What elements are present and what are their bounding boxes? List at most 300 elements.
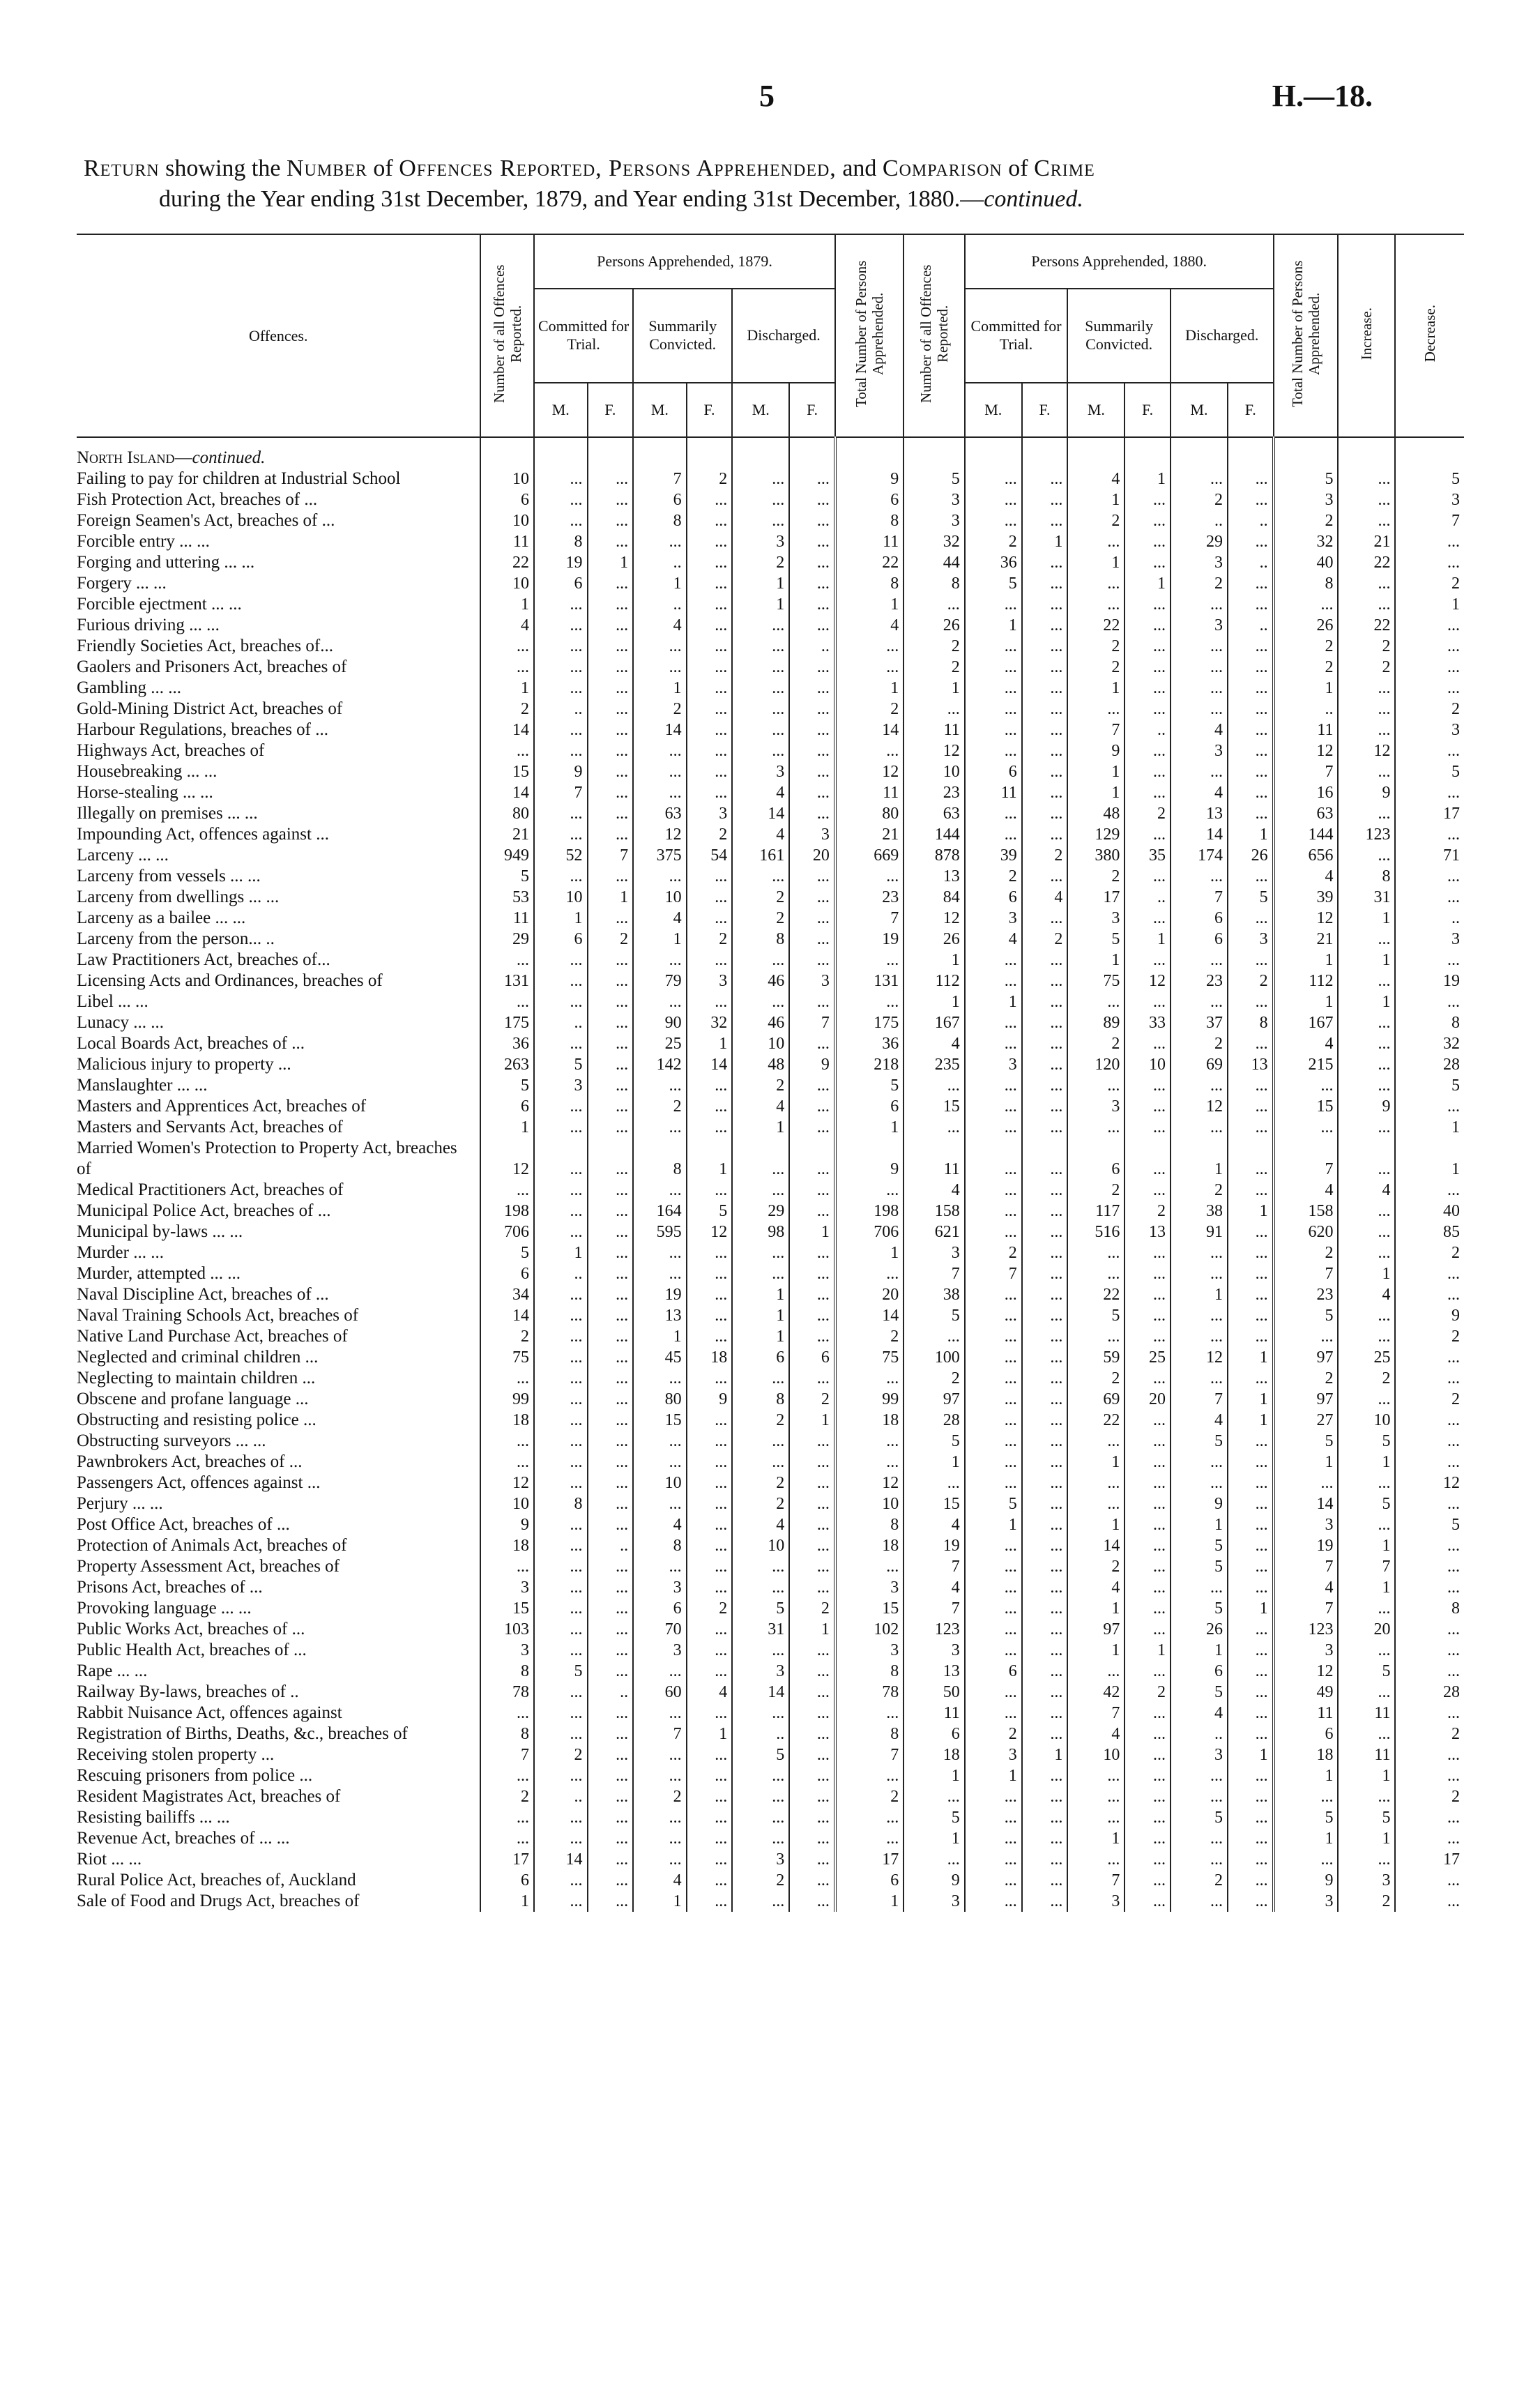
table-cell: 144 (1274, 824, 1339, 845)
offence-name: Larceny from dwellings ... ... (77, 888, 280, 906)
table-cell: ... (1395, 866, 1464, 887)
table-cell: 102 (835, 1619, 904, 1640)
table-cell: ... (1022, 1828, 1068, 1849)
table-cell: 8 (835, 510, 904, 531)
table-cell: ... (1228, 1619, 1274, 1640)
table-cell: 6 (480, 1096, 534, 1117)
table-cell: 1 (1067, 1598, 1124, 1619)
table-cell: .. (1228, 510, 1274, 531)
table-cell: 6 (1067, 1138, 1124, 1180)
table-cell: ... (732, 678, 789, 699)
table-cell: 6 (835, 1096, 904, 1117)
table-cell: 2 (534, 1744, 588, 1765)
table-cell: ... (732, 1765, 789, 1786)
table-cell: 78 (835, 1682, 904, 1703)
table-cell: ... (588, 1201, 634, 1222)
offence-name: Gold-Mining District Act, breaches of (77, 699, 343, 718)
table-cell: ... (789, 1682, 835, 1703)
table-cell: 1 (1124, 1640, 1171, 1661)
table-row (77, 845, 1464, 866)
table-cell: 26 (1274, 615, 1339, 636)
table-cell: 1 (633, 573, 687, 594)
table-row (77, 1577, 1464, 1598)
table-cell: 2 (1395, 1724, 1464, 1744)
table-row (77, 489, 1464, 510)
table-cell: ... (1228, 1117, 1274, 1138)
table-cell: 6 (1171, 908, 1228, 929)
table-cell: 14 (732, 1682, 789, 1703)
table-cell: ... (1022, 1493, 1068, 1514)
table-cell: 9 (1171, 1493, 1228, 1514)
table-cell: ... (789, 1724, 835, 1744)
table-cell: ... (1022, 1347, 1068, 1368)
table-cell: 1 (1338, 1535, 1395, 1556)
table-cell: 1 (1228, 1410, 1274, 1431)
table-cell: 5 (1395, 1075, 1464, 1096)
table-cell: 19 (534, 552, 588, 573)
table-row (77, 1117, 1464, 1138)
table-cell: ... (835, 1828, 904, 1849)
table-cell: ... (1124, 782, 1171, 803)
table-cell: ... (1022, 699, 1068, 720)
table-cell: ... (480, 950, 534, 971)
table-cell: ... (1228, 1431, 1274, 1452)
table-cell: 22 (1338, 552, 1395, 573)
table-cell: 5 (1338, 1431, 1395, 1452)
table-row (77, 720, 1464, 740)
table-cell: ... (1228, 866, 1274, 887)
table-cell: ... (1022, 1849, 1068, 1870)
offence-name: Passengers Act, offences against ... (77, 1473, 321, 1492)
table-cell: ... (588, 1765, 634, 1786)
offence-name: Provoking language ... ... (77, 1599, 252, 1618)
table-cell: ... (1228, 1368, 1274, 1389)
offence-name: Married Women's Protection to Property Act, breaches of (77, 1139, 457, 1178)
table-cell: ... (732, 720, 789, 740)
table-cell: 1 (904, 1765, 964, 1786)
table-cell: 1 (965, 991, 1022, 1012)
table-cell: ... (588, 469, 634, 489)
table-cell: 3 (1228, 929, 1274, 950)
table-cell: ... (1338, 1326, 1395, 1347)
table-cell: ... (687, 1640, 733, 1661)
table-cell: 1 (1228, 1347, 1274, 1368)
table-cell: ... (1171, 1305, 1228, 1326)
table-cell: ... (1022, 1765, 1068, 1786)
table-row (77, 699, 1464, 720)
table-cell: ... (732, 1180, 789, 1201)
table-cell: ... (965, 510, 1022, 531)
table-cell: ... (1022, 1242, 1068, 1263)
table-cell: ... (687, 740, 733, 761)
table-cell: ... (534, 1305, 588, 1326)
table-row (77, 1556, 1464, 1577)
table-row (77, 1242, 1464, 1263)
col-header-f: F. (1228, 383, 1274, 437)
table-cell: 2 (1171, 1180, 1228, 1201)
table-cell: .. (588, 1535, 634, 1556)
table-cell: 42 (1067, 1682, 1124, 1703)
table-cell: 4 (633, 908, 687, 929)
table-cell: 11 (1274, 720, 1339, 740)
table-cell: ... (1124, 1577, 1171, 1598)
table-cell: 5 (1274, 469, 1339, 489)
table-cell: 21 (480, 824, 534, 845)
table-cell: 14 (1274, 1493, 1339, 1514)
table-cell: 2 (1274, 1242, 1339, 1263)
table-cell: ... (633, 950, 687, 971)
table-cell: ... (1022, 1012, 1068, 1033)
table-cell: ... (1124, 1117, 1171, 1138)
table-cell: ... (1395, 1284, 1464, 1305)
table-cell: 3 (835, 1577, 904, 1598)
table-cell: 11 (835, 782, 904, 803)
table-cell: 3 (1274, 489, 1339, 510)
table-cell: 12 (1395, 1473, 1464, 1493)
table-cell: ... (1022, 678, 1068, 699)
table-cell: 4 (1338, 1284, 1395, 1305)
table-cell: 18 (1274, 1744, 1339, 1765)
table-cell: ... (588, 489, 634, 510)
table-cell: ... (1124, 1180, 1171, 1201)
table-cell: ... (633, 657, 687, 678)
table-cell: ... (1395, 1263, 1464, 1284)
table-cell: ... (904, 1473, 964, 1493)
table-cell: 3 (633, 1640, 687, 1661)
title-part4: of (1008, 155, 1028, 181)
table-row (77, 782, 1464, 803)
table-cell: ... (835, 657, 904, 678)
table-cell: ... (1274, 1849, 1339, 1870)
table-cell: 5 (1274, 1305, 1339, 1326)
table-cell: ... (633, 866, 687, 887)
table-cell: ... (687, 1577, 733, 1598)
table-cell: 1 (904, 1452, 964, 1473)
table-cell: 516 (1067, 1222, 1124, 1242)
table-cell: 8 (835, 1724, 904, 1744)
table-cell: 6 (965, 761, 1022, 782)
offence-name: Larceny ... ... (77, 846, 169, 865)
table-cell: 1 (732, 1117, 789, 1138)
table-cell: 15 (904, 1493, 964, 1514)
table-row (77, 1368, 1464, 1389)
table-cell: 4 (1171, 782, 1228, 803)
offence-name: Neglecting to maintain children ... (77, 1369, 316, 1387)
table-cell: 2 (687, 469, 733, 489)
table-cell: 4 (965, 929, 1022, 950)
table-cell: 18 (687, 1347, 733, 1368)
table-cell: ... (1171, 469, 1228, 489)
table-cell: 7 (835, 1744, 904, 1765)
table-cell: 3 (1171, 740, 1228, 761)
table-cell: 7 (1067, 720, 1124, 740)
table-cell: ... (1171, 1577, 1228, 1598)
table-cell: ... (588, 1661, 634, 1682)
table-cell: 1 (732, 594, 789, 615)
table-cell: ... (1022, 636, 1068, 657)
table-cell: 1 (687, 1138, 733, 1180)
col-header-m: M. (965, 383, 1022, 437)
table-cell: ... (480, 1556, 534, 1577)
table-cell: ... (789, 720, 835, 740)
title-continued: continued. (984, 186, 1083, 212)
table-cell: 8 (534, 531, 588, 552)
table-cell: 8 (1395, 1598, 1464, 1619)
table-cell: ... (789, 761, 835, 782)
table-cell: 75 (835, 1347, 904, 1368)
table-cell: ... (588, 1410, 634, 1431)
table-cell: 5 (904, 1807, 964, 1828)
table-cell: ... (1228, 1870, 1274, 1891)
table-cell: ... (1022, 1326, 1068, 1347)
table-cell: ... (534, 1326, 588, 1347)
table-cell: 4 (1171, 1703, 1228, 1724)
table-cell: 1 (1338, 908, 1395, 929)
table-cell: ... (789, 1744, 835, 1765)
table-cell: ... (1228, 469, 1274, 489)
table-cell: ... (965, 1410, 1022, 1431)
table-cell: ... (1228, 1786, 1274, 1807)
table-cell: 2 (1067, 866, 1124, 887)
table-cell: ... (687, 678, 733, 699)
table-cell: 2 (480, 1786, 534, 1807)
table-cell: 2 (1067, 510, 1124, 531)
table-cell: ... (1395, 615, 1464, 636)
table-cell: 35 (1124, 845, 1171, 866)
table-cell: ... (1171, 1828, 1228, 1849)
table-cell: ... (1228, 489, 1274, 510)
col-header-total-1880: Total Number of Persons Apprehended. (1274, 234, 1339, 437)
table-cell: 1 (835, 1242, 904, 1263)
table-cell: 2 (1395, 699, 1464, 720)
table-cell: ... (1228, 636, 1274, 657)
table-cell: ... (732, 489, 789, 510)
table-cell: ... (588, 1828, 634, 1849)
table-cell: ... (1124, 1744, 1171, 1765)
table-cell: 235 (904, 1054, 964, 1075)
table-cell: ... (1338, 510, 1395, 531)
table-cell: ... (1228, 657, 1274, 678)
offence-name: Rural Police Act, breaches of, Auckland (77, 1871, 356, 1889)
table-cell: 9 (835, 1138, 904, 1180)
offences-return-table (77, 234, 1464, 1912)
table-cell: ... (534, 1535, 588, 1556)
table-cell: 2 (789, 1598, 835, 1619)
table-cell: ... (732, 1556, 789, 1577)
table-cell: ... (1124, 531, 1171, 552)
table-cell: 8 (633, 1138, 687, 1180)
table-cell: 4 (1171, 1410, 1228, 1431)
table-cell: 85 (1395, 1222, 1464, 1242)
table-cell: ... (789, 510, 835, 531)
table-cell: ... (732, 1786, 789, 1807)
table-cell: 2 (1171, 1033, 1228, 1054)
table-cell: ... (1124, 1284, 1171, 1305)
table-cell: 12 (1274, 740, 1339, 761)
table-cell: ... (1067, 1849, 1124, 1870)
table-cell: ... (687, 1870, 733, 1891)
offence-name: Revenue Act, breaches of ... ... (77, 1829, 290, 1848)
table-cell: ... (732, 740, 789, 761)
table-cell: 19 (1274, 1535, 1339, 1556)
table-cell: 21 (1274, 929, 1339, 950)
table-cell: ... (588, 1807, 634, 1828)
table-cell: 9 (534, 761, 588, 782)
table-cell: ... (1022, 573, 1068, 594)
table-cell: 13 (904, 1661, 964, 1682)
table-cell: ... (1022, 720, 1068, 740)
table-cell: ... (835, 1703, 904, 1724)
table-cell: 84 (904, 887, 964, 908)
table-cell: ... (1338, 1222, 1395, 1242)
offence-name: Forgery ... ... (77, 574, 167, 593)
table-cell: 97 (1274, 1389, 1339, 1410)
offence-name: Larceny from the person... .. (77, 929, 275, 948)
table-cell: ... (687, 1431, 733, 1452)
table-cell: 37 (1171, 1012, 1228, 1033)
table-cell: ... (1022, 971, 1068, 991)
table-row (77, 971, 1464, 991)
table-row (77, 615, 1464, 636)
table-row (77, 803, 1464, 824)
table-cell: ... (1395, 657, 1464, 678)
table-cell: 2 (687, 824, 733, 845)
table-cell: ... (1338, 803, 1395, 824)
table-cell: 1 (588, 887, 634, 908)
table-cell: 8 (732, 1389, 789, 1410)
table-cell: 79 (633, 971, 687, 991)
table-cell: 1 (1274, 950, 1339, 971)
table-cell: 14 (732, 803, 789, 824)
table-cell: 1 (480, 1117, 534, 1138)
table-cell: ... (633, 1075, 687, 1096)
table-cell: 10 (480, 469, 534, 489)
table-cell: 75 (480, 1347, 534, 1368)
table-cell: 1 (1067, 761, 1124, 782)
table-cell: 4 (732, 1096, 789, 1117)
table-cell: ... (1022, 761, 1068, 782)
col-header-reported-1879: Number of all Offences Reported. (480, 234, 534, 437)
table-cell: ... (904, 1849, 964, 1870)
table-cell: 7 (1067, 1870, 1124, 1891)
table-cell: ... (1395, 531, 1464, 552)
table-cell: 1 (1274, 1452, 1339, 1473)
table-cell: ... (1395, 552, 1464, 573)
table-cell: ... (588, 1075, 634, 1096)
table-cell: 4 (633, 1514, 687, 1535)
offence-name: Masters and Servants Act, breaches of (77, 1118, 343, 1136)
table-cell: ... (1022, 1117, 1068, 1138)
col-header-discharged-1879: Discharged. (732, 289, 835, 383)
table-cell: ... (789, 1263, 835, 1284)
table-cell: ... (835, 1807, 904, 1828)
table-cell: ... (480, 1431, 534, 1452)
table-cell: 19 (633, 1284, 687, 1305)
table-cell: ... (588, 1431, 634, 1452)
table-cell: 1 (1022, 531, 1068, 552)
table-cell: 2 (1338, 636, 1395, 657)
table-cell: ... (534, 1828, 588, 1849)
table-cell: ... (789, 1138, 835, 1180)
table-cell: 17 (835, 1849, 904, 1870)
table-cell: ... (965, 1703, 1022, 1724)
table-cell: 2 (1067, 636, 1124, 657)
table-cell: 1 (1171, 1284, 1228, 1305)
table-cell: ... (1338, 1389, 1395, 1410)
table-row (77, 866, 1464, 887)
table-cell: 7 (1274, 1556, 1339, 1577)
table-cell: ... (633, 761, 687, 782)
table-cell: 1 (1067, 552, 1124, 573)
table-cell: 2 (789, 1389, 835, 1410)
table-cell: 878 (904, 845, 964, 866)
table-cell: ... (588, 991, 634, 1012)
table-cell: 17 (1395, 803, 1464, 824)
table-cell: ... (1228, 782, 1274, 803)
table-cell: ... (965, 657, 1022, 678)
table-cell: 1 (904, 991, 964, 1012)
table-cell: ... (588, 782, 634, 803)
table-cell: 21 (835, 824, 904, 845)
table-cell: ... (835, 950, 904, 971)
table-cell: ... (965, 1870, 1022, 1891)
table-cell: ... (1274, 594, 1339, 615)
table-cell: ... (1124, 1891, 1171, 1912)
table-cell: 5 (1171, 1807, 1228, 1828)
table-cell: ... (1228, 1682, 1274, 1703)
table-cell: 22 (1067, 615, 1124, 636)
table-row (77, 1033, 1464, 1054)
table-cell: ... (789, 594, 835, 615)
table-row (77, 1765, 1464, 1786)
table-cell: ... (789, 1493, 835, 1514)
table-cell: 1 (687, 1033, 733, 1054)
table-cell: 78 (480, 1682, 534, 1703)
table-cell: 2 (1022, 929, 1068, 950)
table-cell: 22 (480, 552, 534, 573)
table-cell: .. (534, 1012, 588, 1033)
table-cell: ... (588, 636, 634, 657)
table-cell: 11 (480, 531, 534, 552)
table-cell: ... (732, 1368, 789, 1389)
table-cell: ... (1022, 1640, 1068, 1661)
table-cell: ... (732, 991, 789, 1012)
offence-name: Malicious injury to property ... (77, 1055, 291, 1074)
table-cell: ... (534, 1870, 588, 1891)
table-cell: ... (789, 678, 835, 699)
table-cell: 44 (904, 552, 964, 573)
table-cell: ... (588, 1326, 634, 1347)
table-cell: ... (1228, 1305, 1274, 1326)
table-cell: ... (835, 740, 904, 761)
table-cell: 6 (534, 929, 588, 950)
table-row (77, 761, 1464, 782)
table-cell: ... (534, 803, 588, 824)
table-cell: ... (1338, 1786, 1395, 1807)
offence-name: Illegally on premises ... ... (77, 804, 258, 823)
table-cell: ... (1067, 531, 1124, 552)
table-cell: ... (1022, 1807, 1068, 1828)
table-cell: ... (1395, 1870, 1464, 1891)
table-cell: ... (534, 1640, 588, 1661)
table-cell: ... (687, 531, 733, 552)
table-cell: 7 (1274, 761, 1339, 782)
table-cell: 46 (732, 971, 789, 991)
table-cell: 5 (1395, 761, 1464, 782)
table-cell: 45 (633, 1347, 687, 1368)
table-cell: .. (1228, 552, 1274, 573)
table-cell: ... (687, 950, 733, 971)
